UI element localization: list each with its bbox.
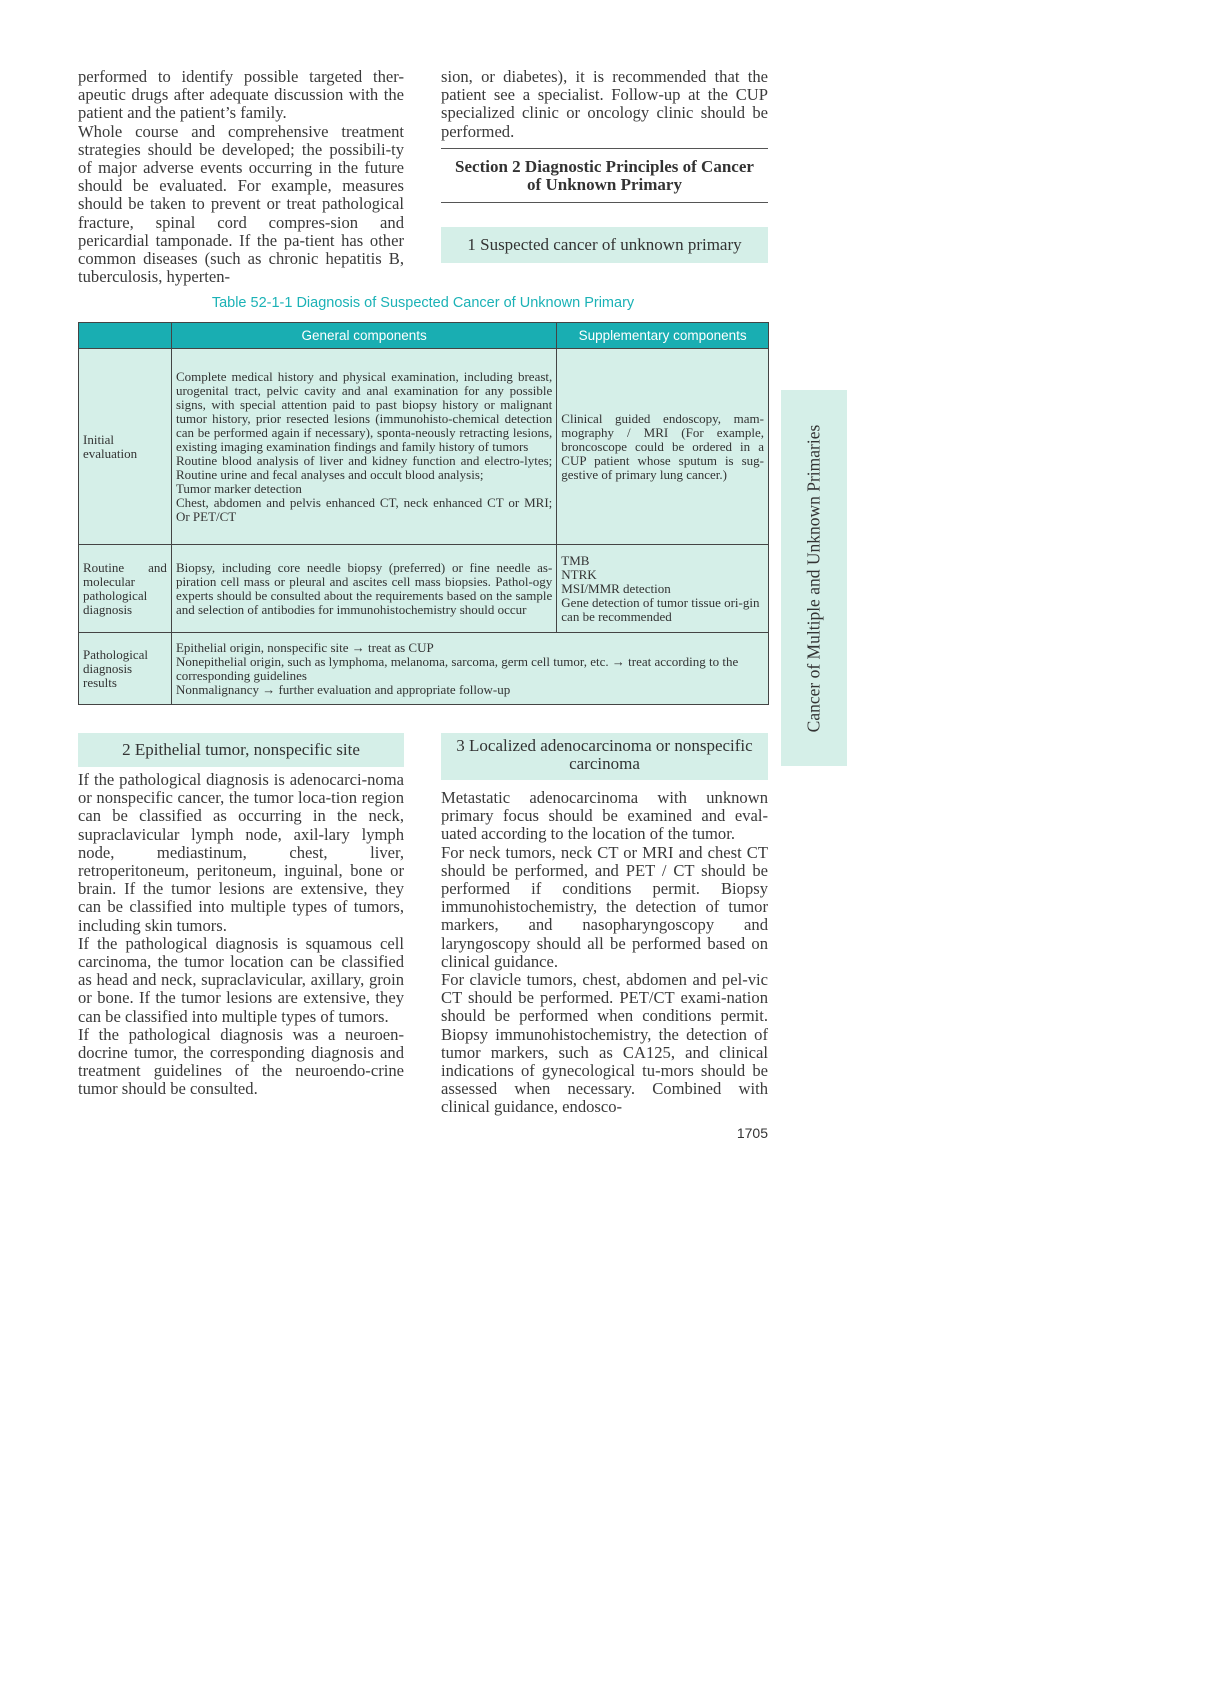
table-header-row: [79, 323, 769, 349]
table-caption: Table 52-1-1 Diagnosis of Suspected Cancer of Unknown Primary: [211, 295, 635, 311]
bottom-left-column: [78, 771, 404, 1099]
diagnosis-table: [78, 322, 769, 705]
heading-suspected-cup: 1 Suspected cancer of unknown primary: [441, 227, 768, 263]
top-left-column: [78, 68, 404, 286]
paragraph: For neck tumors, neck CT or MRI and chest CT should be performed, and PET / CT should be performed if conditions permit. Biopsy immunohistochemistry, the detection of tumor markers, and nasopharyngoscopy and laryngoscopy should all be performed based on clinical guidance.: [441, 842, 768, 971]
supplementary-cell: Clinical guided endoscopy, mam-mography / MRI (For example, broncoscope could be ordered in a CUP patient whose sputum is sug-gestive of primary lung cancer.): [557, 349, 769, 545]
header-supplementary: Supplementary components: [557, 323, 769, 349]
row-label: Routine and molecular pathological diagnosis: [79, 545, 172, 633]
results-cell: Epithelial origin, nonspecific site → treat as CUP Nonepithelial origin, such as lymphoma, melanoma, sarcoma, germ cell tumor, etc. → treat according to the corresponding guidelines Nonmalignancy → further evaluation and appropriate follow-up: [171, 633, 768, 705]
row-label: Initial evaluation: [79, 349, 172, 545]
section-title: [441, 148, 768, 203]
supplementary-cell: TMB NTRK MSI/MMR detection Gene detection of tumor tissue ori-gin can be recommended: [557, 545, 769, 633]
header-general: General components: [171, 323, 556, 349]
row-label: Pathological diagnosis results: [79, 633, 172, 705]
paragraph: If the pathological diagnosis was a neuroen-docrine tumor, the corresponding diagnosis and treatment guidelines of the neuroendo-crine tumor should be consulted.: [78, 1024, 404, 1099]
general-cell: Biopsy, including core needle biopsy (preferred) or fine needle as-piration cell mass or pleural and ascites cell mass biopsies. Pathol-ogy experts should be consulted about the requirements based on the sample and selection of antibodies for immunohistochemistry should occur: [171, 545, 556, 633]
chapter-side-tab: Cancer of Multiple and Unknown Primaries: [781, 390, 847, 766]
table-row: [79, 545, 769, 633]
heading-epithelial-tumor: 2 Epithelial tumor, nonspecific site: [78, 733, 404, 767]
paragraph: For clavicle tumors, chest, abdomen and pel-vic CT should be performed. PET/CT exami-nation should be performed when conditions permit. Biopsy immunohistochemistry, the detection of tumor markers, such as CA125, and clinical indications of gynecological tu-mors should be assessed when necessary. Combined with clinical guidance, endosco-: [441, 970, 768, 1117]
section-title-line2: of Unknown Primary: [527, 175, 682, 194]
paragraph: performed to identify possible targeted ther-apeutic drugs after adequate discussion with the patient and the patient’s family.: [78, 67, 404, 123]
section-title-line1: Section 2 Diagnostic Principles of Cancer: [455, 157, 754, 176]
page-number: 1705: [736, 1125, 768, 1141]
paragraph: sion, or diabetes), it is recommended that the patient see a specialist. Follow-up at the CUP specialized clinic or oncology clinic should be performed.: [441, 67, 768, 141]
bottom-right-column: [441, 789, 768, 1117]
top-right-column: [441, 68, 768, 141]
table-row: [79, 633, 769, 705]
paragraph: Whole course and comprehensive treatment strategies should be developed; the possibili-ty of major adverse events occurring in the future should be evaluated. For example, measures should be taken to prevent or treat pathological fracture, spinal cord compres-sion and pericardial tamponade. If the pa-tient has other common diseases (such as chronic hepatitis B, tuberculosis, hyperten-: [78, 121, 404, 287]
table-row: [79, 349, 769, 545]
header-empty: [79, 323, 172, 349]
general-cell: Complete medical history and physical examination, including breast, urogenital tract, pelvic cavity and anal examination for any possible signs, with special attention paid to past biopsy history or malignant tumor history, prior resected lesions (immunohisto-chemical detection can be performed again if necessary), sponta-neously retracting lesions, existing imaging examination findings and family history of tumors Routine blood analysis of liver and kidney function and electro-lytes; Routine urine and fecal analyses and occult blood analysis; Tumor marker detection Chest, abdomen and pelvis enhanced CT, neck enhanced CT or MRI; Or PET/CT: [171, 349, 556, 545]
heading-localized-adenocarcinoma: 3 Localized adenocarcinoma or nonspecific carcinoma: [441, 733, 768, 780]
paragraph: Metastatic adenocarcinoma with unknown primary focus should be examined and eval-uated according to the location of the tumor.: [441, 788, 768, 844]
paragraph: If the pathological diagnosis is adenocarci-noma or nonspecific cancer, the tumor loca-tion region can be classified as occurring in the neck, supraclavicular lymph node, axil-lary lymph node, mediastinum, chest, liver, retroperitoneum, peritoneum, inguinal, bone or brain. If the tumor lesions are extensive, they can be classified into multiple types of tumors, including skin tumors.: [78, 770, 404, 935]
paragraph: If the pathological diagnosis is squamous cell carcinoma, the tumor location can be classified as head and neck, supraclavicular, axillary, groin or bone. If the tumor lesions are extensive, they can be classified into multiple types of tumors.: [78, 933, 404, 1026]
